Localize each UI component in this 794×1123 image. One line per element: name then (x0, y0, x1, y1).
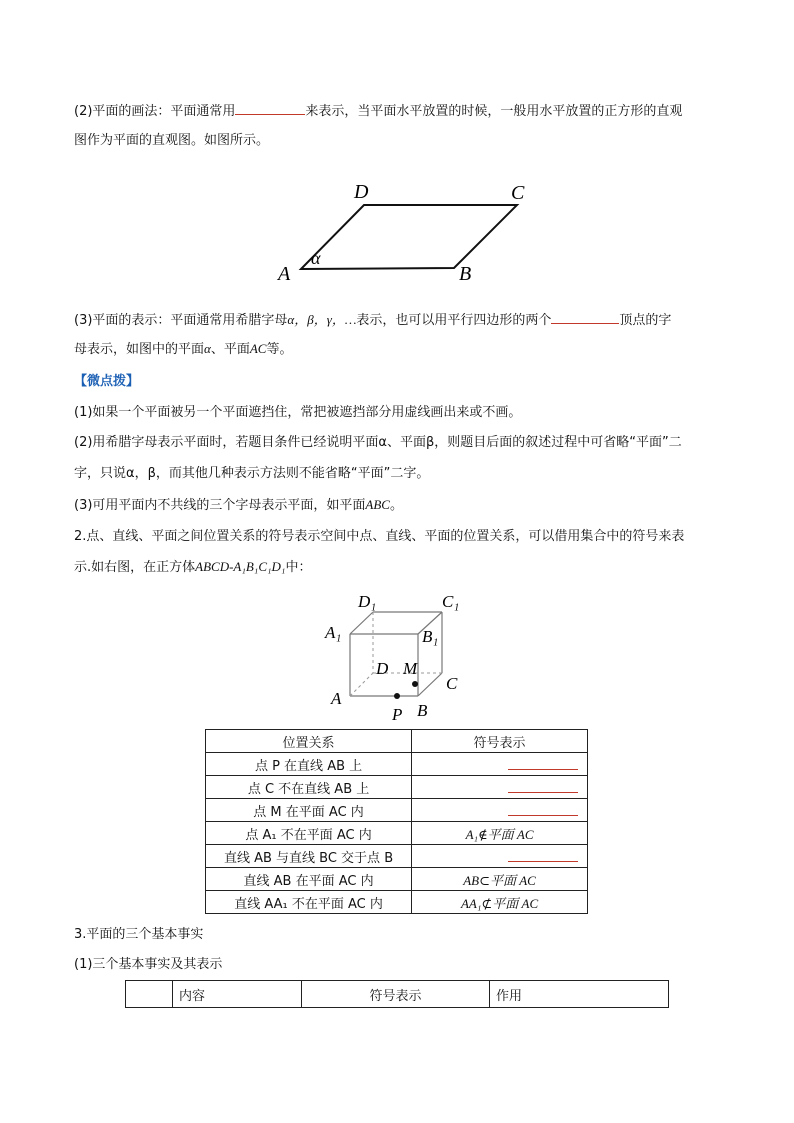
cube-label-a: A (331, 689, 342, 708)
plane-abc: ABC (365, 497, 390, 512)
symbol-answer-cell[interactable] (412, 776, 588, 799)
label-C: C (511, 182, 525, 204)
answer-blank-2[interactable] (551, 309, 619, 324)
tip-line2: (2)用希腊字母表示平面时，若题目条件已经说明平面α、平面β，则题目后面的叙述过程中可省略“平面”二 (74, 435, 682, 450)
relation-cell: 点 A₁ 不在平面 AC 内 (206, 822, 412, 845)
table-row (206, 776, 588, 799)
table-row (206, 799, 588, 822)
cube-figure (320, 590, 470, 725)
sec2-line2 (74, 557, 311, 578)
point-p-dot (394, 693, 400, 699)
label-B: B (459, 263, 472, 285)
para3-text-e: 母表示，如图中的平面 (74, 342, 205, 357)
tip-line4-c: 。 (389, 498, 403, 513)
sec2-line1: 2.点、直线、平面之间位置关系的符号表示空间中点、直线、平面的位置关系，可以借用集合中的符号来表 (74, 529, 685, 544)
relation-cell: 直线 AA₁ 不在平面 AC 内 (206, 891, 412, 914)
symbol-cell: AB⊂平面 AC (412, 868, 588, 891)
facts-table (125, 980, 669, 1008)
tip-line4-a: (3)可用平面内不共线的三个字母表示平面，如平面 (74, 498, 366, 513)
relation-header-row (206, 730, 588, 753)
para3-text-d: 顶点的字 (619, 313, 672, 328)
sec2-line2-c: 中： (285, 560, 312, 575)
parallelogram-shape (301, 205, 517, 269)
header-relation: 位置关系 (206, 730, 412, 753)
relation-table (205, 729, 588, 914)
relation-cell: 点 P 在直线 AB 上 (206, 753, 412, 776)
para3-text-g: 等。 (266, 342, 293, 357)
para3-text-f: 、平面 (210, 342, 250, 357)
symbol-answer-cell[interactable] (412, 845, 588, 868)
para3-text-c: 表示，也可以用平行四边形的两个 (356, 313, 552, 328)
tip-line3: 字，只说α，β，而其他几种表示方法则不能省略“平面”二字。 (74, 466, 430, 481)
plane-ac: AC (249, 341, 267, 356)
para2-line2: 图作为平面的直观图。如图所示。 (74, 133, 270, 148)
answer-blank-row1[interactable] (508, 755, 578, 770)
sec3-sub: (1)三个基本事实及其表示 (74, 957, 223, 972)
facts-header-function: 作用 (490, 981, 669, 1008)
facts-header-empty (126, 981, 173, 1008)
tip-title: 【微点拨】 (74, 374, 140, 389)
tip-line1: (1)如果一个平面被另一个平面遮挡住，常把被遮挡部分用虚线画出来或不画。 (74, 405, 522, 420)
cube-label-b: B (417, 701, 428, 720)
point-m-dot (412, 681, 418, 687)
answer-blank-row3[interactable] (508, 801, 578, 816)
plane-alpha: α (204, 341, 211, 356)
header-symbol: 符号表示 (412, 730, 588, 753)
table-row (206, 822, 588, 845)
facts-header-content: 内容 (173, 981, 302, 1008)
symbol-answer-cell[interactable] (412, 799, 588, 822)
para3-text-a: (3)平面的表示：平面通常用希腊字母 (74, 313, 288, 328)
symbol-answer-cell[interactable] (412, 753, 588, 776)
cube-label-c1: C₁ (442, 592, 460, 611)
cube-label-d1: D₁ (358, 592, 377, 611)
relation-cell: 点 C 不在直线 AB 上 (206, 776, 412, 799)
tip-line4 (74, 495, 403, 516)
relation-cell: 点 M 在平面 AC 内 (206, 799, 412, 822)
answer-blank-1[interactable] (235, 100, 305, 115)
facts-header-symbol: 符号表示 (302, 981, 490, 1008)
cube-name: ABCD-A₁B₁C₁D₁ (195, 559, 286, 574)
para3-line2 (74, 339, 293, 360)
cube-label-p: P (392, 705, 403, 724)
cube-label-b1: B₁ (422, 627, 439, 646)
cube-label-c: C (446, 674, 458, 693)
greek-letters: α，β，γ，… (287, 312, 357, 327)
table-row (206, 868, 588, 891)
relation-cell: 直线 AB 与直线 BC 交于点 B (206, 845, 412, 868)
table-row (206, 753, 588, 776)
label-A: A (278, 263, 291, 285)
answer-blank-row5[interactable] (508, 847, 578, 862)
label-alpha: α (311, 248, 321, 268)
sec2-line2-a: 示.如右图，在正方体 (74, 560, 196, 575)
label-D: D (354, 181, 369, 203)
para2-line1 (74, 100, 682, 122)
cube-label-d: D (376, 659, 389, 678)
para2-text-a: (2)平面的画法：平面通常用 (74, 104, 236, 119)
parallelogram-figure (268, 172, 538, 287)
para2-text-b: 来表示，当平面水平放置的时候，一般用水平放置的正方形的直观 (305, 104, 683, 119)
para3-line1 (74, 309, 671, 331)
cube-label-a1: A₁ (325, 623, 342, 642)
sec3-title: 3.平面的三个基本事实 (74, 927, 204, 942)
relation-cell: 直线 AB 在平面 AC 内 (206, 868, 412, 891)
facts-header-row (126, 981, 669, 1008)
answer-blank-row2[interactable] (508, 778, 578, 793)
table-row (206, 891, 588, 914)
table-row (206, 845, 588, 868)
symbol-cell: AA₁⊄平面 AC (412, 891, 588, 914)
cube-label-m: M (403, 659, 418, 678)
symbol-cell: A₁∉平面 AC (412, 822, 588, 845)
